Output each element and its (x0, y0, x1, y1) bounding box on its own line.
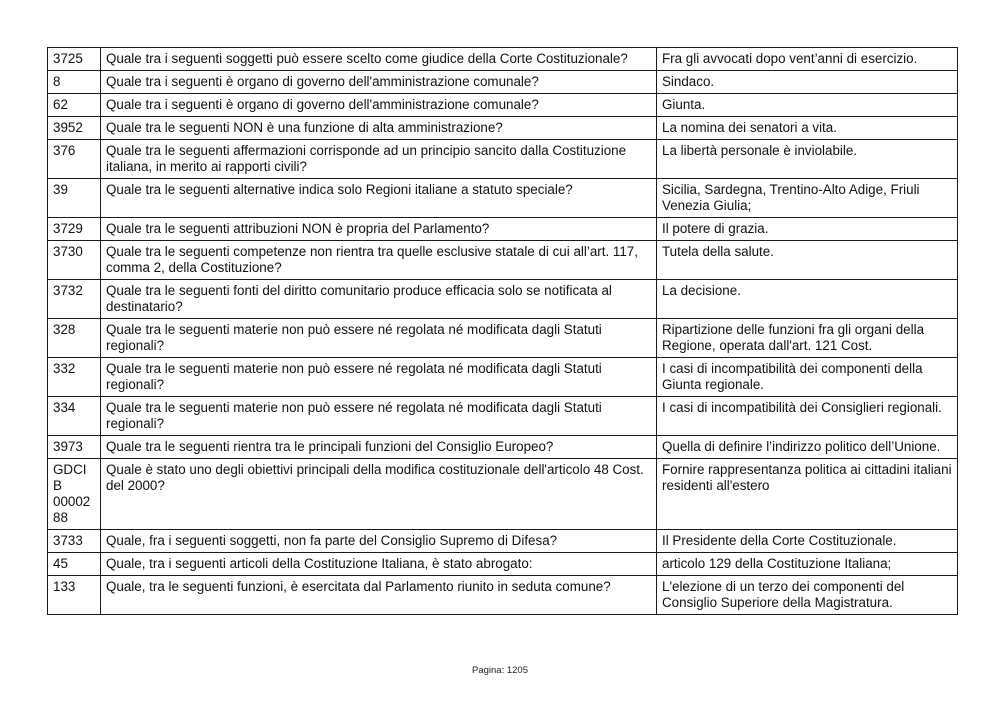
answer-cell: Fornire rappresentanza politica ai cittadini italiani residenti all'estero (657, 459, 958, 530)
table-row (48, 280, 958, 319)
question-cell: Quale tra le seguenti competenze non rientra tra quelle esclusive statale di cui all’art. 117, comma 2, della Costituzione? (101, 241, 657, 280)
question-id-cell: 376 (48, 140, 101, 179)
question-id-cell: 3732 (48, 280, 101, 319)
table-row (48, 94, 958, 117)
answer-cell: I casi di incompatibilità dei componenti della Giunta regionale. (657, 358, 958, 397)
question-cell: Quale, fra i seguenti soggetti, non fa parte del Consiglio Supremo di Difesa? (101, 530, 657, 553)
answer-cell: Sicilia, Sardegna, Trentino-Alto Adige, Friuli Venezia Giulia; (657, 179, 958, 218)
question-cell: Quale tra le seguenti materie non può essere né regolata né modificata dagli Statuti regionali? (101, 319, 657, 358)
question-id-cell: 3733 (48, 530, 101, 553)
table-row (48, 530, 958, 553)
table-row (48, 576, 958, 615)
question-cell: Quale tra le seguenti fonti del diritto comunitario produce efficacia solo se notificata al destinatario? (101, 280, 657, 319)
question-cell: Quale, tra le seguenti funzioni, è esercitata dal Parlamento riunito in seduta comune? (101, 576, 657, 615)
question-id-cell: 3725 (48, 48, 101, 71)
question-id-cell: 3973 (48, 436, 101, 459)
question-cell: Quale tra le seguenti alternative indica solo Regioni italiane a statuto speciale? (101, 179, 657, 218)
question-id-cell: 45 (48, 553, 101, 576)
answer-cell: articolo 129 della Costituzione Italiana; (657, 553, 958, 576)
question-answer-table (47, 47, 958, 615)
question-id-cell: 8 (48, 71, 101, 94)
answer-cell: Giunta. (657, 94, 958, 117)
table-row (48, 117, 958, 140)
question-id-cell: 334 (48, 397, 101, 436)
question-id-cell: 332 (48, 358, 101, 397)
table-row (48, 397, 958, 436)
question-id-cell: 3952 (48, 117, 101, 140)
table-row (48, 140, 958, 179)
answer-cell: Il potere di grazia. (657, 218, 958, 241)
question-cell: Quale tra i seguenti è organo di governo dell'amministrazione comunale? (101, 71, 657, 94)
answer-cell: La nomina dei senatori a vita. (657, 117, 958, 140)
question-cell: Quale tra le seguenti NON è una funzione di alta amministrazione? (101, 117, 657, 140)
table-row (48, 179, 958, 218)
answer-cell: Quella di definire l’indirizzo politico dell’Unione. (657, 436, 958, 459)
answer-cell: La decisione. (657, 280, 958, 319)
question-id-cell: 62 (48, 94, 101, 117)
question-cell: Quale tra le seguenti affermazioni corrisponde ad un principio sancito dalla Costituzione italiana, in merito ai rapporti civili? (101, 140, 657, 179)
table-row (48, 241, 958, 280)
question-cell: Quale tra i seguenti soggetti può essere scelto come giudice della Corte Costituzionale? (101, 48, 657, 71)
table-row (48, 218, 958, 241)
table-row (48, 319, 958, 358)
question-cell: Quale tra le seguenti rientra tra le principali funzioni del Consiglio Europeo? (101, 436, 657, 459)
question-id-cell: 133 (48, 576, 101, 615)
answer-cell: Il Presidente della Corte Costituzionale. (657, 530, 958, 553)
answer-cell: Sindaco. (657, 71, 958, 94)
answer-cell: Ripartizione delle funzioni fra gli organi della Regione, operata dall'art. 121 Cost. (657, 319, 958, 358)
question-cell: Quale tra le seguenti materie non può essere né regolata né modificata dagli Statuti regionali? (101, 358, 657, 397)
page-number: Pagina: 1205 (472, 665, 528, 676)
answer-cell: Fra gli avvocati dopo vent’anni di esercizio. (657, 48, 958, 71)
question-cell: Quale è stato uno degli obiettivi principali della modifica costituzionale dell'articolo 48 Cost. del 2000? (101, 459, 657, 530)
question-id-cell: 39 (48, 179, 101, 218)
question-cell: Quale, tra i seguenti articoli della Costituzione Italiana, è stato abrogato: (101, 553, 657, 576)
table-row (48, 71, 958, 94)
table-row (48, 459, 958, 530)
answer-cell: Tutela della salute. (657, 241, 958, 280)
table-row (48, 553, 958, 576)
question-cell: Quale tra le seguenti materie non può essere né regolata né modificata dagli Statuti regionali? (101, 397, 657, 436)
table-row (48, 48, 958, 71)
question-cell: Quale tra i seguenti è organo di governo dell'amministrazione comunale? (101, 94, 657, 117)
question-id-cell: GDCIB 00002 88 (48, 459, 101, 530)
table-row (48, 358, 958, 397)
question-id-cell: 3730 (48, 241, 101, 280)
question-id-cell: 328 (48, 319, 101, 358)
table-row (48, 436, 958, 459)
question-cell: Quale tra le seguenti attribuzioni NON è propria del Parlamento? (101, 218, 657, 241)
table-body (48, 48, 958, 615)
answer-cell: La libertà personale è inviolabile. (657, 140, 958, 179)
answer-cell: L'elezione di un terzo dei componenti del Consiglio Superiore della Magistratura. (657, 576, 958, 615)
question-id-cell: 3729 (48, 218, 101, 241)
answer-cell: I casi di incompatibilità dei Consiglieri regionali. (657, 397, 958, 436)
